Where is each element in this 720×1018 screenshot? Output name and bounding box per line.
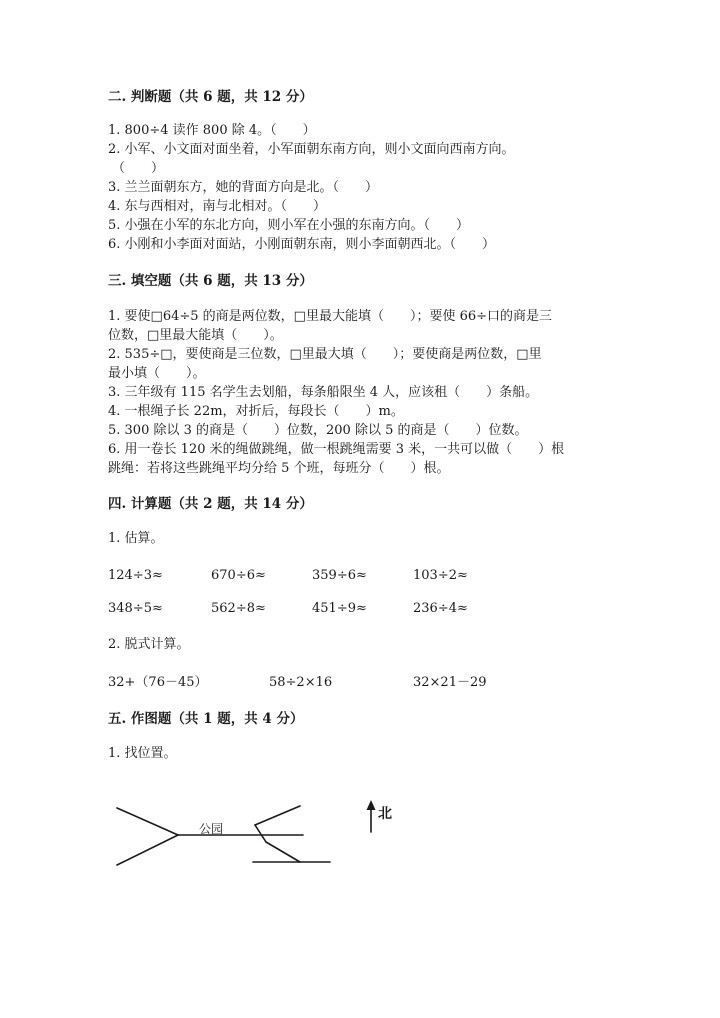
judgment-item-6: 6. 小刚和小李面对面站，小刚面朝东南，则小李面朝西北。（ ） xyxy=(108,237,496,252)
section-title-judgment: 二. 判断题（共 6 题，共 12 分） xyxy=(108,89,313,105)
fill-item-4: 4. 一根绳子长 22m，对折后，每段长（ ）m。 xyxy=(108,404,404,419)
estimate-7: 451÷9≈ xyxy=(312,601,367,616)
calc-q2-label: 2. 脱式计算。 xyxy=(108,637,190,652)
fill-item-1-line-1: 1. 要使□64÷5 的商是两位数，□里最大能填（ ）；要使 66÷口的商是三 xyxy=(108,309,553,324)
north-label: 北 xyxy=(378,806,392,822)
fill-item-1-line-2: 位数，□里最大能填（ ）。 xyxy=(108,328,283,343)
fill-item-2-line-2: 最小填（ ）。 xyxy=(108,366,206,381)
judgment-item-2: 2. 小军、小文面对面坐着，小军面朝东南方向，则小文面向西南方向。 xyxy=(108,142,515,157)
park-label: 公园 xyxy=(199,822,224,836)
fill-item-3: 3. 三年级有 115 名学生去划船，每条船限坐 4 人，应该租（ ）条船。 xyxy=(108,385,539,400)
expression-1: 32+（76－45） xyxy=(108,675,208,690)
map-left-lower-road xyxy=(117,835,178,865)
estimate-4: 103÷2≈ xyxy=(413,568,468,583)
estimate-2: 670÷6≈ xyxy=(211,568,266,583)
expression-3: 32×21－29 xyxy=(413,675,487,690)
expression-2: 58÷2×16 xyxy=(269,675,333,690)
judgment-item-4: 4. 东与西相对，南与北相对。（ ） xyxy=(108,199,327,214)
calc-q1-label: 1. 估算。 xyxy=(108,531,164,546)
judgment-item-5: 5. 小强在小军的东北方向，则小军在小强的东南方向。（ ） xyxy=(108,218,470,233)
fill-item-5: 5. 300 除以 3 的商是（ ）位数，200 除以 5 的商是（ ）位数。 xyxy=(108,423,528,438)
estimate-5: 348÷5≈ xyxy=(108,601,163,616)
north-arrow-head xyxy=(367,800,376,810)
map-right-diagonal-middle xyxy=(255,825,266,842)
estimate-3: 359÷6≈ xyxy=(312,568,367,583)
judgment-item-3: 3. 兰兰面朝东方，她的背面方向是北。（ ） xyxy=(108,180,379,195)
map-right-diagonal-upper xyxy=(255,806,300,825)
estimate-6: 562÷8≈ xyxy=(211,601,266,616)
judgment-item-2-answer: （ ） xyxy=(112,161,165,176)
estimate-8: 236÷4≈ xyxy=(413,601,468,616)
section-title-calculation: 四. 计算题（共 2 题，共 14 分） xyxy=(108,496,313,512)
estimate-1: 124÷3≈ xyxy=(108,568,163,583)
judgment-item-1: 1. 800÷4 读作 800 除 4。（ ） xyxy=(108,123,316,138)
section-title-drawing: 五. 作图题（共 1 题，共 4 分） xyxy=(108,711,304,727)
map-left-upper-road xyxy=(117,808,178,835)
fill-item-2-line-1: 2. 535÷□，要使商是三位数，□里最大填（ ）；要使商是两位数，□里 xyxy=(108,347,542,362)
fill-item-6-line-1: 6. 用一卷长 120 米的绳做跳绳，做一根跳绳需要 3 米，一共可以做（ ）根 xyxy=(108,442,565,457)
section-title-fill-blank: 三. 填空题（共 6 题，共 13 分） xyxy=(108,273,313,289)
fill-item-6-line-2: 跳绳：若将这些跳绳平均分给 5 个班，每班分（ ）根。 xyxy=(108,461,450,476)
drawing-q1-label: 1. 找位置。 xyxy=(108,746,177,761)
map-right-diagonal-lower xyxy=(266,842,300,862)
